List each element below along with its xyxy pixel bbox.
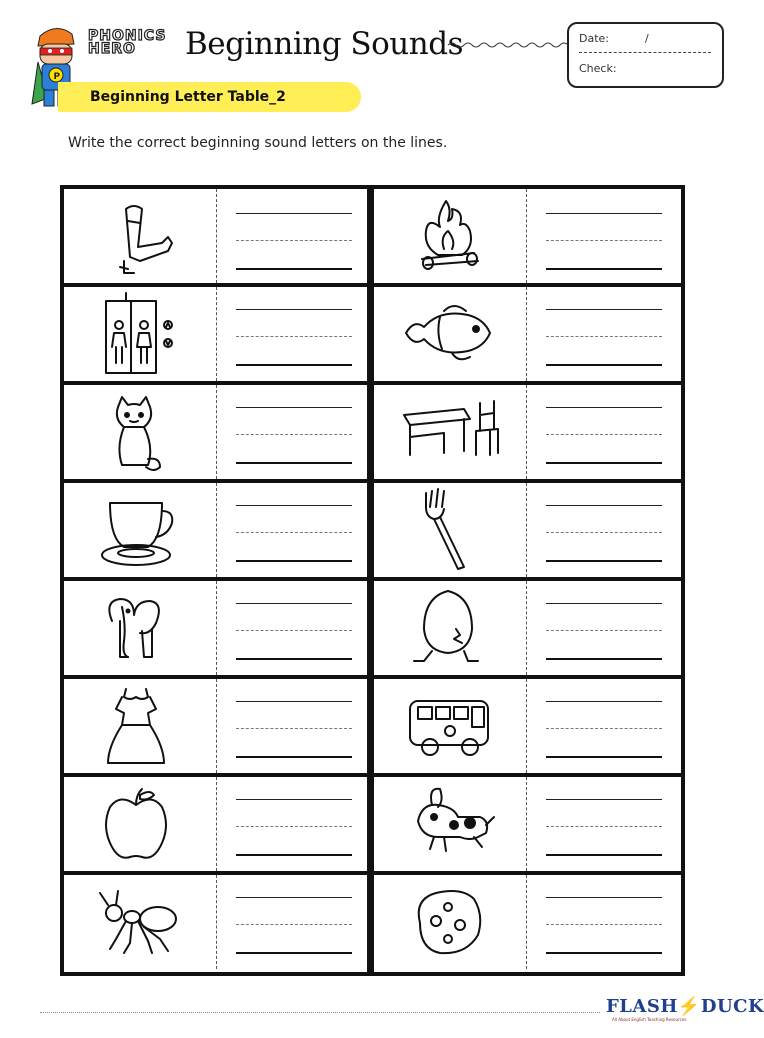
egg-icon xyxy=(374,581,524,673)
answer-lines[interactable] xyxy=(546,407,662,467)
squiggle-divider xyxy=(448,40,570,50)
arm-icon xyxy=(64,191,214,283)
table-row xyxy=(64,189,681,283)
worksheet-rows xyxy=(64,189,681,972)
answer-line-top xyxy=(236,799,352,800)
cell-divider xyxy=(216,875,217,969)
cell-divider xyxy=(526,875,527,969)
answer-line-top xyxy=(236,407,352,408)
cell-divider xyxy=(526,679,527,773)
bus-icon xyxy=(374,679,524,771)
answer-line-base xyxy=(546,854,662,856)
answer-line-mid xyxy=(546,240,662,241)
answer-line-top xyxy=(236,505,352,506)
fish-icon xyxy=(374,287,524,379)
answer-line-top xyxy=(546,799,662,800)
check-row[interactable] xyxy=(579,62,617,75)
answer-line-top xyxy=(236,897,352,898)
answer-line-mid xyxy=(546,728,662,729)
answer-line-top xyxy=(236,213,352,214)
answer-line-top xyxy=(546,505,662,506)
answer-line-top xyxy=(546,897,662,898)
cell-divider xyxy=(216,777,217,871)
logo-part-1: FLASH xyxy=(606,996,678,1017)
answer-lines[interactable] xyxy=(236,701,352,761)
elevator-icon xyxy=(64,287,214,379)
cell-divider xyxy=(216,483,217,577)
answer-line-top xyxy=(236,603,352,604)
cell-divider xyxy=(526,189,527,283)
answer-line-base xyxy=(546,268,662,270)
answer-line-top xyxy=(546,701,662,702)
check-label: Check: xyxy=(579,62,617,75)
date-check-box xyxy=(567,22,724,88)
answer-line-base xyxy=(236,364,352,366)
answer-lines[interactable] xyxy=(236,799,352,859)
answer-lines[interactable] xyxy=(236,309,352,369)
cell-divider xyxy=(526,581,527,675)
answer-line-mid xyxy=(546,434,662,435)
answer-line-top xyxy=(236,701,352,702)
elephant-icon xyxy=(64,581,214,673)
date-separator: / xyxy=(645,32,649,45)
answer-line-top xyxy=(546,213,662,214)
dress-icon xyxy=(64,679,214,771)
brand-line-1: PHONICS xyxy=(88,28,167,44)
answer-lines[interactable] xyxy=(546,897,662,957)
table-row xyxy=(64,479,681,577)
answer-line-mid xyxy=(236,240,352,241)
subtitle-banner xyxy=(58,82,361,112)
answer-lines[interactable] xyxy=(546,603,662,663)
svg-text:P: P xyxy=(53,72,61,82)
brand-logo xyxy=(88,30,166,56)
answer-lines[interactable] xyxy=(546,309,662,369)
footer-tagline: All About English Teaching Resources xyxy=(612,1017,687,1022)
answer-line-mid xyxy=(546,336,662,337)
answer-line-base xyxy=(236,952,352,954)
answer-lines[interactable] xyxy=(236,603,352,663)
answer-lines[interactable] xyxy=(236,213,352,273)
logo-bolt-icon: ⚡ xyxy=(677,996,701,1017)
cookie-icon xyxy=(374,875,524,967)
answer-line-base xyxy=(546,952,662,954)
apple-icon xyxy=(64,777,214,869)
cell-divider xyxy=(526,777,527,871)
table-row xyxy=(64,773,681,871)
cell-divider xyxy=(216,287,217,381)
answer-line-mid xyxy=(546,630,662,631)
answer-line-base xyxy=(546,560,662,562)
cell-divider xyxy=(526,483,527,577)
answer-lines[interactable] xyxy=(236,505,352,565)
answer-line-top xyxy=(546,407,662,408)
answer-line-base xyxy=(546,364,662,366)
table-row xyxy=(64,577,681,675)
footer-logo xyxy=(606,996,764,1017)
table-row xyxy=(64,675,681,773)
answer-line-base xyxy=(546,658,662,660)
cell-divider xyxy=(216,581,217,675)
dog-icon xyxy=(374,777,524,869)
desk-icon xyxy=(374,385,524,477)
table-row xyxy=(64,381,681,479)
fire-icon xyxy=(374,191,524,283)
answer-line-base xyxy=(236,462,352,464)
answer-line-top xyxy=(546,603,662,604)
answer-line-top xyxy=(236,309,352,310)
answer-line-mid xyxy=(236,826,352,827)
answer-lines[interactable] xyxy=(236,407,352,467)
answer-lines[interactable] xyxy=(546,799,662,859)
answer-line-base xyxy=(236,560,352,562)
cell-divider xyxy=(216,385,217,479)
answer-line-mid xyxy=(546,924,662,925)
table-row xyxy=(64,871,681,969)
cup-icon xyxy=(64,483,214,575)
fork-icon xyxy=(374,483,524,575)
subtitle-text: Beginning Letter Table_2 xyxy=(90,89,286,105)
answer-lines[interactable] xyxy=(546,213,662,273)
answer-line-base xyxy=(546,462,662,464)
answer-line-base xyxy=(546,756,662,758)
cell-divider xyxy=(526,385,527,479)
cell-divider xyxy=(216,679,217,773)
answer-lines[interactable] xyxy=(236,897,352,957)
answer-line-base xyxy=(236,658,352,660)
answer-line-mid xyxy=(546,532,662,533)
answer-line-base xyxy=(236,268,352,270)
answer-line-mid xyxy=(236,924,352,925)
ant-icon xyxy=(64,875,214,967)
answer-line-mid xyxy=(236,630,352,631)
date-row[interactable] xyxy=(579,32,711,53)
instruction-text: Write the correct beginning sound letters on the lines. xyxy=(68,135,448,151)
answer-line-mid xyxy=(546,826,662,827)
answer-line-top xyxy=(546,309,662,310)
cell-divider xyxy=(526,287,527,381)
footer-rule xyxy=(40,1012,600,1013)
answer-lines[interactable] xyxy=(546,701,662,761)
answer-line-mid xyxy=(236,532,352,533)
page-title: Beginning Sounds xyxy=(185,26,463,62)
cat-icon xyxy=(64,385,214,477)
answer-line-base xyxy=(236,756,352,758)
answer-line-mid xyxy=(236,434,352,435)
logo-part-2: DUCK xyxy=(700,996,764,1017)
date-label: Date: xyxy=(579,32,609,45)
answer-line-mid xyxy=(236,728,352,729)
table-row xyxy=(64,283,681,381)
answer-line-base xyxy=(236,854,352,856)
answer-lines[interactable] xyxy=(546,505,662,565)
cell-divider xyxy=(216,189,217,283)
brand-line-2: HERO xyxy=(88,41,136,57)
answer-line-mid xyxy=(236,336,352,337)
